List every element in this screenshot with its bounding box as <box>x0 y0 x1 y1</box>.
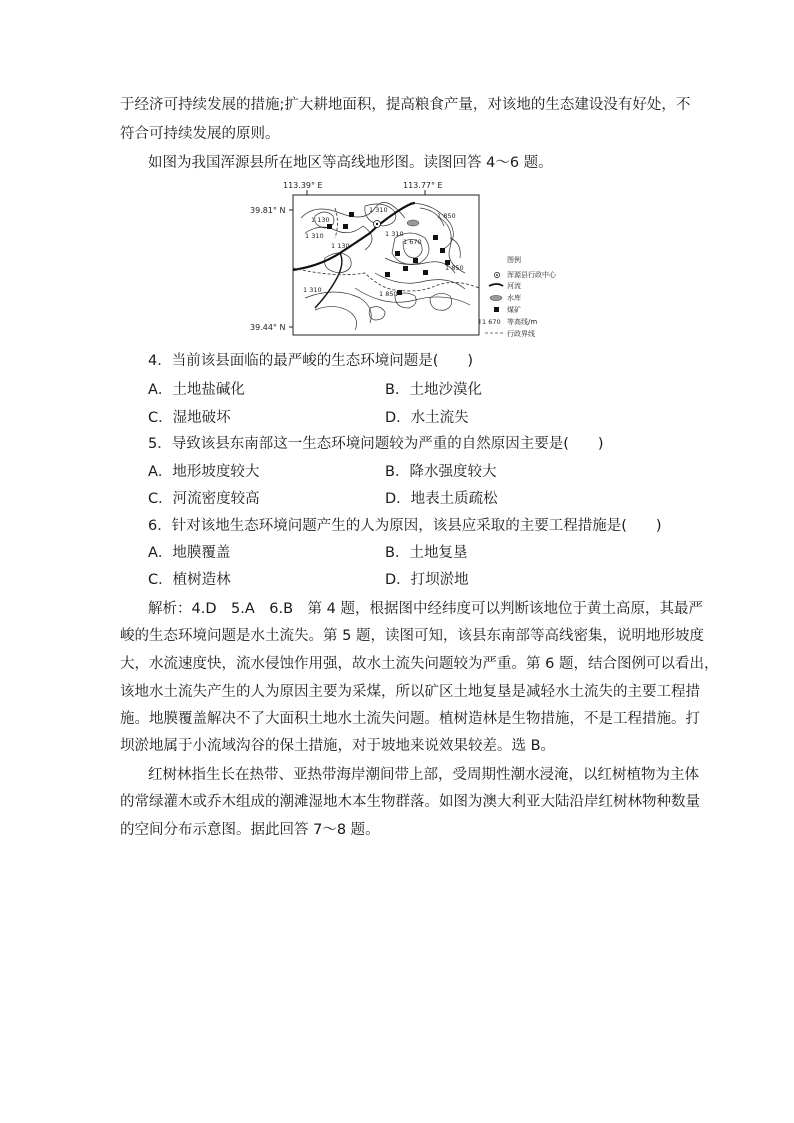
q6-stem: 6．针对该地生态环境问题产生的人为原因，该县应采取的主要工程措施是( ) <box>148 518 662 534</box>
q6-option-b: B．土地复垦 <box>385 545 468 561</box>
reservoir <box>407 220 419 226</box>
svg-text:河流: 河流 <box>507 282 521 290</box>
svg-text:1 310: 1 310 <box>305 232 324 240</box>
svg-text:1 130: 1 130 <box>311 216 330 224</box>
svg-text:1 850: 1 850 <box>437 212 456 220</box>
analysis-line-2: 峻的生态环境问题是水土流失。第 5 题，读图可知，该县东南部等高线密集，说明地形坡度 <box>120 628 704 644</box>
contour-map <box>245 178 585 342</box>
svg-text:1 130: 1 130 <box>331 242 350 250</box>
analysis-line-4: 该地水土流失产生的人为原因主要为采煤，所以矿区土地复垦是减轻水土流失的主要工程措 <box>120 684 700 700</box>
legend-river-icon <box>489 284 503 286</box>
svg-text:1 850: 1 850 <box>445 264 464 272</box>
intro-line-1: 于经济可持续发展的措施;扩大耕地面积，提高粮食产量，对该地的生态建设没有好处，不 <box>120 97 691 113</box>
svg-text:等高线/m: 等高线/m <box>507 318 538 326</box>
q4-option-c: C．湿地破坏 <box>148 410 231 426</box>
svg-text:1 670: 1 670 <box>403 238 422 246</box>
q6-option-d: D．打坝淤地 <box>385 572 469 588</box>
q6-option-c: C．植树造林 <box>148 572 231 588</box>
legend-reservoir-icon <box>490 295 502 300</box>
q4-option-a: A．土地盐碱化 <box>148 382 245 398</box>
lon-right-label: 113.77° E <box>403 181 443 190</box>
mangrove-line-2: 的常绿灌木或乔木组成的潮滩湿地木本生物群落。如图为澳大利亚大陆沿岸红树林物种数量 <box>120 794 700 810</box>
svg-text:1 310: 1 310 <box>385 230 404 238</box>
svg-text:煤矿: 煤矿 <box>507 306 521 314</box>
q5-option-c: C．河流密度较高 <box>148 491 260 507</box>
q4-option-d: D．水土流失 <box>385 410 469 426</box>
svg-text:浑源县行政中心: 浑源县行政中心 <box>507 271 556 279</box>
q6-option-a: A．地膜覆盖 <box>148 545 231 561</box>
mangrove-line-3: 的空间分布示意图。据此回答 7～8 题。 <box>120 822 380 838</box>
mangrove-line-1: 红树林指生长在热带、亚热带海岸潮间带上部，受周期性潮水浸淹，以红树植物为主体 <box>148 767 699 783</box>
analysis-line-5: 施。地膜覆盖解决不了大面积土地水土流失问题。植树造林是生物措施，不是工程措施。打 <box>120 711 700 727</box>
q4-option-b: B．土地沙漠化 <box>385 382 482 398</box>
lat-top-label: 39.81° N <box>250 206 286 215</box>
analysis-line-1: 解析：4.D 5.A 6.B 第 4 题，根据图中经纬度可以判断该地位于黄土高原，其最严 <box>148 601 703 617</box>
q5-option-d: D．地表土质疏松 <box>385 491 498 507</box>
svg-text:1 310: 1 310 <box>303 286 322 294</box>
legend-coal-icon <box>494 307 499 312</box>
intro-line-2: 符合可持续发展的原则。 <box>120 126 280 142</box>
legend <box>480 255 557 338</box>
svg-text:水库: 水库 <box>507 294 521 302</box>
lon-left-label: 113.39° E <box>283 181 323 190</box>
svg-text:行政界线: 行政界线 <box>507 330 535 338</box>
legend-title: 图例 <box>507 256 521 264</box>
q5-option-b: B．降水强度较大 <box>385 464 497 480</box>
analysis-line-6: 坝淤地属于小流域沟谷的保土措施，对于坡地来说效果较差。选 B。 <box>120 738 556 754</box>
analysis-line-3: 大，水流速度快，流水侵蚀作用强，故水土流失问题较为严重。第 6 题，结合图例可以看出， <box>120 656 719 672</box>
q4-stem: 4．当前该县面临的最严峻的生态环境问题是( ) <box>148 353 474 369</box>
q5-stem: 5．导致该县东南部这一生态环境问题较为严重的自然原因主要是( ) <box>148 436 604 452</box>
svg-text:1 850: 1 850 <box>379 290 398 298</box>
q5-option-a: A．地形坡度较大 <box>148 464 260 480</box>
svg-text:1 310: 1 310 <box>369 206 388 214</box>
map-intro: 如图为我国浑源县所在地区等高线地形图。读图回答 4～6 题。 <box>148 155 553 171</box>
lat-bottom-label: 39.44° N <box>250 323 286 332</box>
legend-contour-value: 1 670 <box>482 318 501 326</box>
